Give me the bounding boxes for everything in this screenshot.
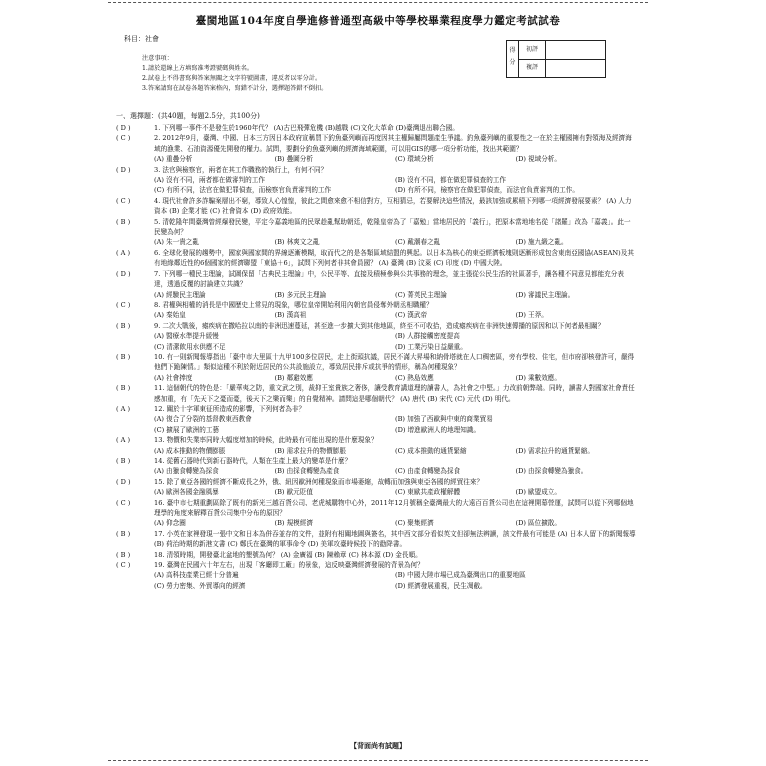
answer-mark: ( B )	[116, 457, 131, 465]
option: (C) 由產食轉變為採食	[395, 467, 461, 476]
answer-mark: ( C )	[116, 196, 131, 205]
question-body	[154, 383, 636, 404]
answer-mark: ( C )	[116, 300, 131, 309]
question-body	[154, 560, 636, 591]
question-body	[154, 404, 636, 435]
question-body	[154, 300, 636, 321]
option: (D) 審議民主理論。	[515, 290, 575, 299]
answer-mark: ( A )	[116, 248, 131, 257]
answer-mark: ( B )	[116, 550, 131, 559]
question-body	[154, 248, 636, 269]
note-item: 2.試卷上不得書寫與答案無關之文字符號圖畫，違反者以零分計。	[142, 75, 322, 82]
option: (B) 鄰避效應	[274, 373, 313, 382]
question-body	[154, 456, 636, 477]
section-title: 一、選擇題：(共40題，每題2.5分，共100分)	[116, 112, 260, 120]
question-text: 13. 物價和失業率同時大幅度增加的時候，此時最有可能出現的是什麼現象？	[154, 436, 378, 445]
question-body	[154, 217, 636, 248]
option: (C) 戴潮春之亂	[395, 238, 441, 247]
option: (B) 由採食轉變為產食	[274, 467, 340, 476]
question-text: 15. 除了東亞各國的經濟不斷成長之外，俄、紐因歐洲何種現象而市場萎縮，故轉而加強與東亞各國的經貿往來？	[154, 477, 484, 486]
question-text: 6. 全球化發展的趨勢中，國家與國家間的界線逐漸模糊，取而代之的是各類區域結盟的興起。以日本為核心的東亞經濟板塊則逐漸形成包含東南亞國協(ASEAN)及其有地緣鄰近性的6個國家的經濟聯盟「東協＋6」，試問下列何者非其會員國？ (A) 臺灣 (B) 汶萊 (C) 印度 (D) 中國大陸。	[154, 248, 634, 268]
question-text: 1. 下列哪一事件不是發生於1960年代？ (A)古巴飛彈危機 (B)越戰 (C)文化大革命 (D)臺灣退出聯合國。	[154, 124, 459, 132]
answer-mark: ( C )	[116, 134, 131, 143]
answer-mark: ( B )	[116, 217, 131, 226]
question-text: 19. 臺灣在民國六十年左右，出現「客廳即工廠」的景象，這反映臺灣經濟發展的背景為何？	[154, 561, 424, 570]
question-text: 14. 從舊石器時代到新石器時代，人類在生產上最大的變革是什麼？	[154, 457, 352, 465]
option: (B) 需求拉升的物價膨脹	[274, 446, 346, 455]
note-item: 3.答案請寫在試卷各題答案格內，寫錯不計分，選擇題答錯不倒扣。	[142, 85, 328, 92]
option: (A) 復合了分裂的基督教東西教會	[154, 415, 252, 424]
answer-mark: ( D )	[116, 269, 131, 278]
option: (C) 熱島效應	[395, 373, 434, 382]
score-row-label: 複評	[519, 59, 546, 77]
option: (D) 由採食轉變為獵食。	[515, 467, 588, 476]
question-body	[154, 123, 636, 133]
option: (D) 歐盟成立。	[515, 488, 561, 497]
question-item	[116, 217, 636, 248]
options-row	[154, 237, 636, 247]
option: (A) 朱一貴之亂	[154, 238, 199, 247]
options-row	[154, 518, 636, 528]
exam-page	[108, 0, 648, 766]
bottom-cut-line	[108, 760, 648, 761]
option: (D) 工業污染日益嚴重。	[395, 342, 467, 351]
options-row	[154, 466, 636, 476]
option: (A) 歐洲各國金融風暴	[154, 488, 219, 497]
answer-mark: ( C )	[116, 498, 131, 507]
question-item	[116, 165, 636, 196]
option: (A) 經驗民主理論	[154, 290, 206, 299]
answer-mark: ( B )	[116, 321, 131, 330]
option: (D) 施九緞之亂。	[515, 238, 568, 247]
option: (C) 聚集經濟	[395, 519, 434, 528]
options-row	[154, 185, 636, 195]
question-text: 10. 有一則新聞報導指出「臺中市大里區十九甲100多位居民，走上街頭抗議，居民不滿大昇場和納骨塔就在人口稠密區，旁有學校、住宅，但市府卻核發許可，嚴得他們下跪陳情。」類似這種不利於附近居民的公共設施設立，導致居民排斥或抗爭的情形，稱為何種現象？	[154, 352, 635, 372]
question-item	[116, 435, 636, 456]
options-row	[154, 331, 636, 341]
answer-mark: ( D )	[116, 477, 131, 486]
question-item	[116, 321, 636, 352]
option: (D) 增進歐洲人的地理知識。	[395, 425, 481, 434]
question-item	[116, 133, 636, 164]
question-body	[154, 477, 636, 498]
option: (B) 多元民主理論	[274, 290, 327, 299]
option: (A) 仰念圈	[154, 519, 186, 528]
option: (A) 醫療水準提升緩慢	[154, 332, 219, 341]
answer-mark: ( B )	[116, 529, 131, 538]
options-row	[154, 290, 636, 300]
notes-heading: 注意事項：	[142, 55, 173, 62]
note-item: 1.請於還線上方填寫准考證號碼與姓名。	[142, 65, 254, 72]
question-item	[116, 123, 636, 133]
options-row	[154, 342, 636, 352]
score-box	[506, 40, 606, 78]
notes-block	[142, 54, 327, 94]
question-item	[116, 550, 636, 560]
question-item	[116, 498, 636, 529]
question-body	[154, 165, 636, 196]
options-row	[154, 570, 636, 580]
question-list	[116, 123, 636, 591]
option: (B) 人群接觸密度提高	[395, 332, 460, 341]
option: (B) 歐元貶值	[274, 488, 313, 497]
question-body	[154, 321, 636, 352]
exam-title: 臺閩地區104年度自學進修普通型高級中等學校畢業程度學力鑑定考試試卷	[195, 15, 561, 27]
options-row	[154, 487, 636, 497]
option: (A) 高科技產業已經十分普遍	[154, 571, 239, 580]
options-row	[154, 425, 636, 435]
question-body	[154, 196, 636, 217]
option: (A) 成本推動的物價膨脹	[154, 446, 226, 455]
subject-label: 科目：社會	[124, 35, 159, 43]
score-side-label: 得分	[507, 41, 519, 77]
option: (B) 加強了西歐與中東的商業貿易	[395, 415, 493, 424]
option: (C) 清潔飲用水供應不足	[154, 342, 226, 351]
question-body	[154, 133, 636, 164]
question-item	[116, 477, 636, 498]
question-body	[154, 435, 636, 456]
option: (A) 社會捧度	[154, 373, 193, 382]
question-text: 16. 臺中市七期重劃區除了既有的新光三越百貨公司、老虎城購物中心外，2011年12月號稱全臺灣最大的大遠百百貨公司也在這裡開幕營運，試問可以從下列哪個地理學的角度來解釋百貨公司集中分布的原因？	[154, 498, 634, 518]
question-text: 7. 下列哪一種民主理論，試圖保留「古典民主理論」中，公民平等、直接及積極參與公共事務的理念，並主張從公民生活的社區著手，讓各種不同意見都能充分表達，透過反覆的討論建立共識？	[154, 269, 624, 289]
option: (B) 疊圖分析	[274, 155, 313, 164]
question-item	[116, 456, 636, 477]
question-item	[116, 352, 636, 383]
options-row	[154, 581, 636, 591]
question-text: 11. 這個朝代的特色是：「嚴華夷之防，重文武之別，裁抑王室貴族之奢侈，讓受教育講道理的讀書人，為社會之中堅。」力改前朝弊端。同時，讀書人對國家社會責任感加重，有「先天下之憂而憂，後天下之樂而樂」的自覺精神。請問這是哪個朝代？ (A) 唐代 (B) 宋代 (C) 元代 (D) 明代。	[154, 384, 635, 403]
answer-mark: ( A )	[116, 436, 131, 445]
options-row	[154, 154, 636, 164]
option: (A) 重疊分析	[154, 155, 193, 164]
option: (C) 成本推動的通貨緊縮	[395, 446, 467, 455]
question-item	[116, 560, 636, 591]
options-row	[154, 175, 636, 185]
option: (D) 王莽。	[515, 311, 548, 320]
question-text: 12. 關於十字軍東征所造成的影響，下列何者為非？	[154, 404, 306, 413]
question-body	[154, 352, 636, 383]
score-row-second	[519, 59, 605, 77]
option: (A) 秦始皇	[154, 311, 186, 320]
options-row	[154, 310, 636, 320]
option: (D) 經濟發展重視，民生凋敝。	[395, 581, 487, 590]
question-body	[154, 529, 636, 550]
question-text: 17. 小英在家裡發現一張中文和日本為併吞並存的文件，並附有相關地圖與簽名，其中西文部分看似英文但卻無法辨讀，該文件最有可能是 (A) 日本人留下的新聞報導 (B) 荷治時期的新港文書 (C) 鄭氏在臺灣的軍事命令 (D) 美軍攻臺時候投下的勸降書。	[154, 529, 636, 549]
answer-mark: ( B )	[116, 384, 131, 393]
option: (D) 視域分析。	[515, 155, 561, 164]
option: (C) 漢武帝	[395, 311, 428, 320]
score-row-label: 初評	[519, 41, 546, 59]
option: (C) 擴展了歐洲的工藝	[154, 425, 220, 434]
option: (D) 區位擴散。	[515, 519, 561, 528]
question-text: 5. 清乾隆年間臺灣曾經爆發民變，平定今嘉義地區的民眾趁亂幫助朝廷，乾隆皇帝為了「嘉勉」當地居民的「義行」，把原本當地地名從「諸羅」改為「嘉義」。此一民變為何？	[154, 217, 631, 237]
option: (B) 林爽文之亂	[274, 238, 320, 247]
question-item	[116, 300, 636, 321]
question-text: 3. 法官與檢察官，兩者在其工作職務的執行上，有何不同？	[154, 165, 328, 174]
question-text: 9. 二次大戰後，瘧疾病在撒哈拉以南的非洲迅速蔓延，甚至進一步擴大到其他地區，終至不可收拾，造成瘧疾病在非洲快速傳播的原因和以下何者最相關？	[154, 321, 605, 330]
question-text: 4. 現代社會許多詐騙案層出不窮，導致人心惶惶，彼此之間愈來愈不相信對方，互相猜忌，若要解決這些情況，最該加強或累積下列哪一項經濟發展要素？ (A) 人力資本 (B) 企業才能 (C) 社會資本 (D) 政府效能。	[154, 196, 632, 216]
question-item	[116, 269, 636, 300]
score-row-first	[519, 41, 605, 60]
question-body	[154, 269, 636, 300]
question-item	[116, 383, 636, 404]
option: (A) 沒有不同，兩者都在做審判的工作	[154, 176, 265, 185]
option: (C) 環域分析	[395, 155, 434, 164]
options-row	[154, 414, 636, 424]
answer-mark: ( A )	[116, 404, 131, 413]
option: (D) 乘數效應。	[515, 373, 561, 382]
options-row	[154, 446, 636, 456]
question-text: 18. 清領時期，開發臺北盆地的墾號為何？ (A) 金廣福 (B) 陳賴章 (C) 林本源 (D) 金長順。	[154, 550, 422, 559]
options-row	[154, 373, 636, 383]
option: (C) 東歐共產政權解體	[395, 488, 461, 497]
answer-mark: ( D )	[116, 124, 131, 132]
option: (D) 有所不同，檢察官在做犯罪偵查，而法官負責審判的工作。	[395, 186, 579, 195]
answer-mark: ( C )	[116, 561, 131, 570]
question-item	[116, 529, 636, 550]
option: (A) 由獵食轉變為採食	[154, 467, 219, 476]
question-item	[116, 248, 636, 269]
option: (D) 需求拉升的通貨緊縮。	[515, 446, 594, 455]
answer-mark: ( D )	[116, 165, 131, 174]
option: (B) 中國大陸市場已成為臺灣出口的重要地區	[395, 571, 526, 580]
option: (B) 漢高祖	[274, 311, 307, 320]
option: (B) 沒有不同，都在做犯罪偵查的工作	[395, 176, 506, 185]
question-text: 2. 2012年9月，臺灣、中國、日本三方因日本政府宣稱買下釣魚臺列嶼而再度因其主權歸屬問題產生爭議。釣魚臺列嶼的重要性之一在於主權國擁有對領海及經濟海域的漁業、石油資源優先開發的權力。試問，要劃分釣魚臺列嶼的經濟海域範圍，可以用GIS的哪一項分析功能，找出其範圍？	[154, 134, 632, 153]
answer-mark: ( B )	[116, 352, 131, 361]
option: (C) 有所不同，法官在做犯罪偵查，而檢察官負責審判的工作	[154, 186, 332, 195]
footer-note: 【背面尚有試題】	[350, 741, 406, 750]
option: (C) 勞力密集、外貿導向的經濟	[154, 581, 246, 590]
option: (B) 規模經濟	[274, 519, 313, 528]
question-item	[116, 404, 636, 435]
top-cut-line	[108, 2, 648, 3]
question-body	[154, 498, 636, 529]
option: (C) 菁英民主理論	[395, 290, 447, 299]
question-text: 8. 君權與相權的消長是中國歷史上常見的現象，哪位皇帝開始利用內朝官員侵奪外朝丞相職權？	[154, 300, 433, 309]
question-body	[154, 550, 636, 560]
question-item	[116, 196, 636, 217]
